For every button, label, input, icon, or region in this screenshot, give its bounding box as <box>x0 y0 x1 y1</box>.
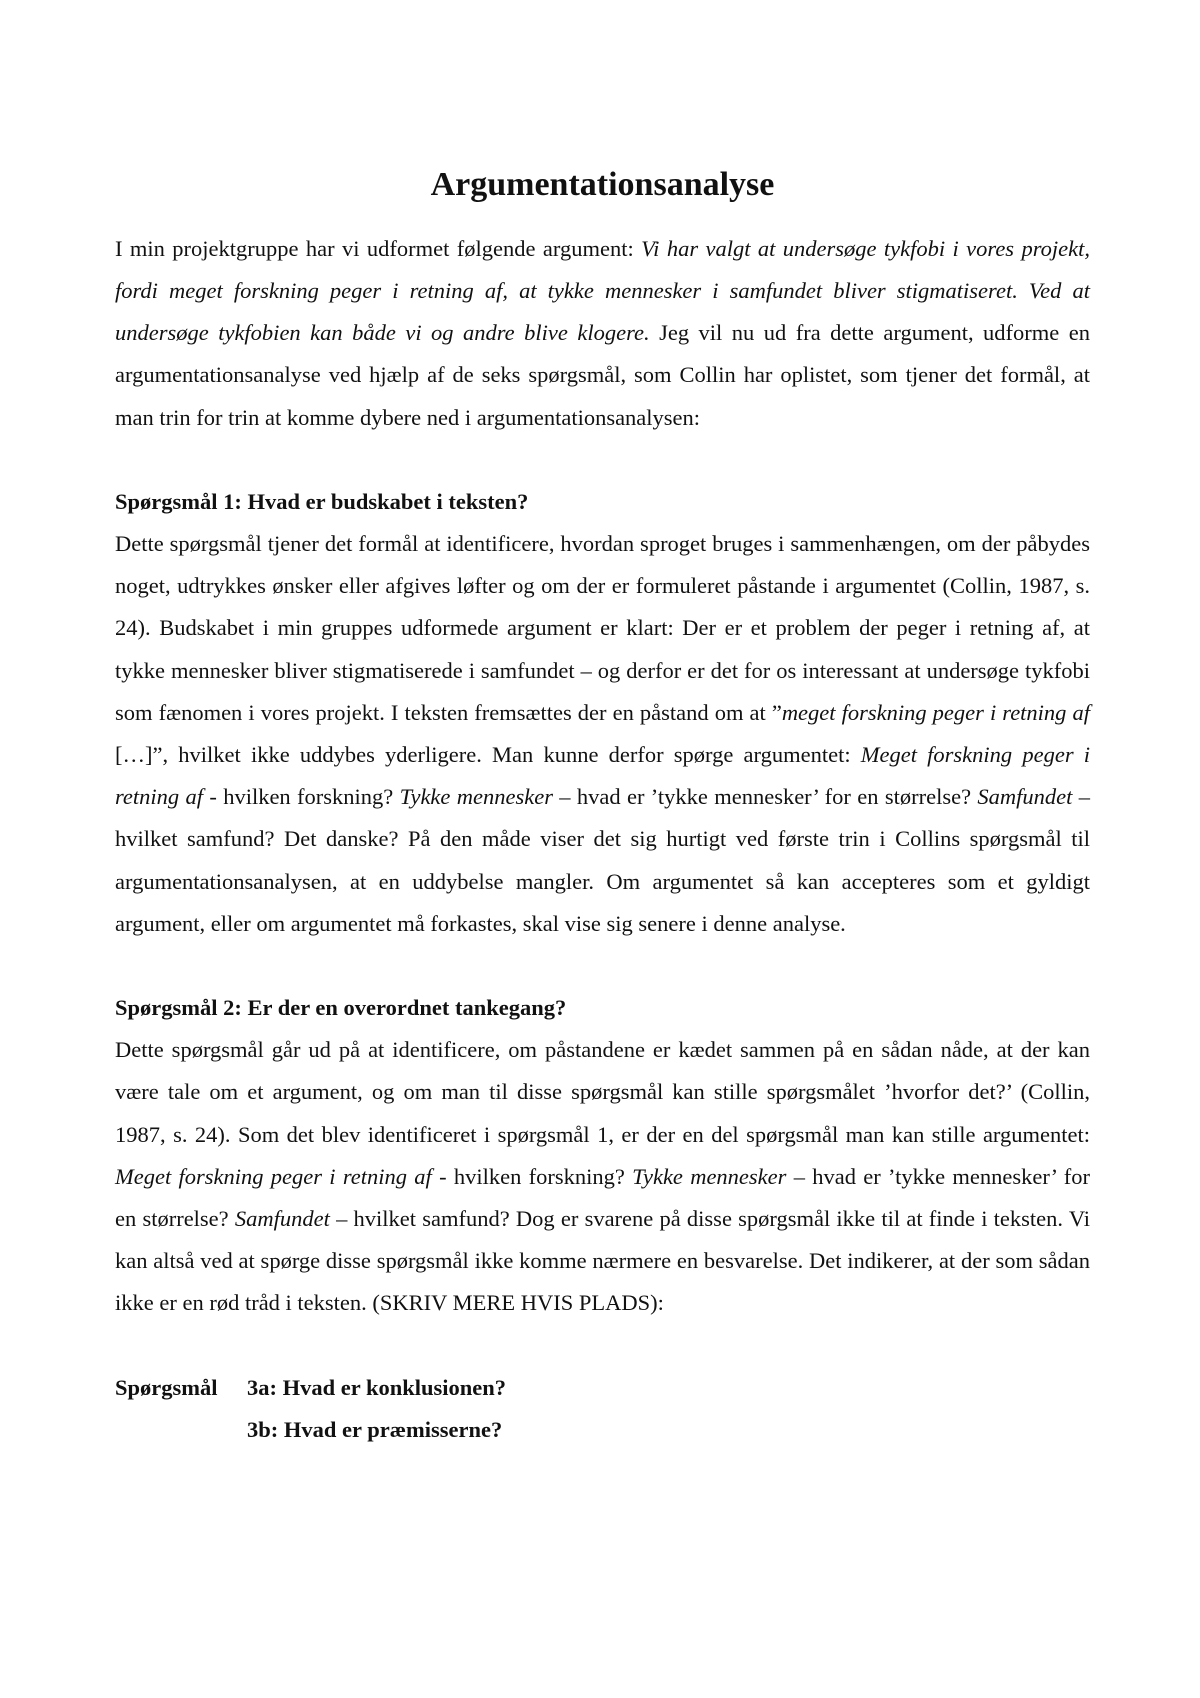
q1-text-1: Dette spørgsmål tjener det formål at identificere, hvordan sproget bruges i sammenhængen, om der påbydes noget, udtrykkes ønsker eller afgives løfter og om der er formuleret påstande i argumentet (Collin, 1987, s. 24). Budskabet i min gruppes udformede argument er klart: Der er et problem der peger i retning af, at tykke mennesker bliver stigmatiserede i samfundet – og derfor er det for os interessant at undersøge tykfobi som fænomen i vores projekt. I teksten fremsættes der en påstand om at ” <box>115 531 1090 725</box>
q1-italic-3: Tykke mennesker <box>399 784 553 810</box>
intro-text-1: I min projektgruppe har vi udformet følgende argument: <box>115 235 642 261</box>
q2-text-4: – hvilket samfund? Dog er svarene på disse spørgsmål ikke til at finde i teksten. Vi kan altså ved at spørge disse spørgsmål ikke komme nærmere en besvarelse. Det indikerer, at der som sådan ikke er en rød tråd i teksten. (SKRIV MERE HVIS PLADS): <box>115 1206 1090 1316</box>
q2-italic-1: Meget forskning peger i retning af <box>115 1163 432 1189</box>
q1-italic-2: Meget forskning peger i retning af <box>115 742 1091 810</box>
intro-argument-quote: Vi har valgt at undersøge tykfobi i vores projekt, fordi meget forskning peger i retning af, at tykke mennesker i samfundet bliver stigmatiseret. Ved at undersøge tykfobien kan både vi og andre blive klogere. <box>115 235 1090 346</box>
question-3-subquestions <box>247 1367 506 1451</box>
spacer <box>115 1325 1090 1367</box>
question-3b: 3b: Hvad er præmisserne? <box>247 1416 503 1442</box>
spacer <box>115 945 1090 987</box>
q2-text-1: Dette spørgsmål går ud på at identificere, om påstandene er kædet sammen på en sådan nåde, at der kan være tale om et argument, og om man til disse spørgsmål kan stille spørgsmålet ’hvorfor det?’ (Collin, 1987, s. 24). Som det blev identificeret i spørgsmål 1, er der en del spørgsmål man kan stille argumentet: <box>115 1037 1090 1147</box>
question-3-heading <box>115 1367 1090 1451</box>
q1-text-4: – hvad er ’tykke mennesker’ for en størrelse? <box>552 784 978 810</box>
intro-paragraph <box>115 228 1090 439</box>
q2-text-3: – hvad er ’tykke mennesker’ for en størrelse? <box>115 1163 1090 1232</box>
spacer <box>115 439 1090 481</box>
q2-italic-2: Tykke mennesker <box>632 1163 787 1189</box>
question-3a: 3a: Hvad er konklusionen? <box>247 1374 507 1400</box>
question-2-heading: Spørgsmål 2: Er der en overordnet tankegang? <box>115 995 567 1021</box>
q1-text-2: […]”, hvilket ikke uddybes yderligere. Man kunne derfor spørge argumentet: <box>115 742 861 768</box>
question-1-paragraph <box>115 523 1090 945</box>
page-title: Argumentationsanalyse <box>430 166 775 203</box>
intro-text-2: Jeg vil nu ud fra dette argument, udforme en argumentationsanalyse ved hjælp af de seks spørgsmål, som Collin har oplistet, som tjener det formål, at man trin for trin at komme dybere ned i argumentationsanalysen: <box>115 320 1090 430</box>
q1-italic-4: Samfundet <box>977 784 1073 810</box>
q2-text-2: - hvilken forskning? <box>431 1163 633 1189</box>
question-2-paragraph <box>115 1029 1090 1324</box>
q1-text-5: – hvilket samfund? Det danske? På den måde viser det sig hurtigt ved første trin i Collins spørgsmål til argumentationsanalysen, at en uddybelse mangler. Om argumentet så kan accepteres som et gyldigt argument, eller om argumentet må forkastes, skal vise sig senere i denne analyse. <box>115 784 1091 936</box>
q1-italic-1: meget forskning peger i retning af <box>781 699 1091 725</box>
q1-text-3: - hvilken forskning? <box>203 784 400 810</box>
question-1-heading: Spørgsmål 1: Hvad er budskabet i teksten? <box>115 488 529 514</box>
q2-italic-3: Samfundet <box>234 1206 330 1232</box>
question-3-label: Spørgsmål <box>115 1374 218 1400</box>
document-page <box>115 165 1090 1451</box>
